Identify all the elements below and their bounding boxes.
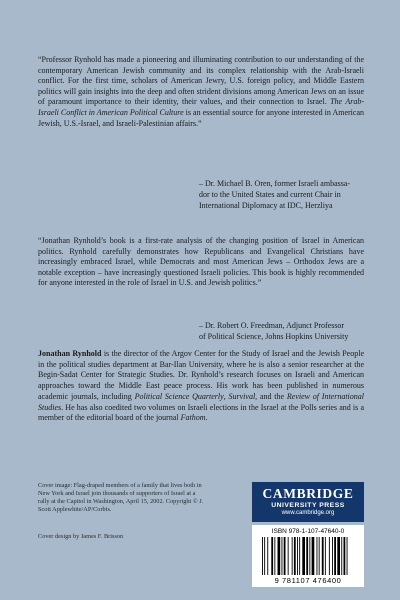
author-bio	[38, 349, 364, 424]
barcode-bar	[274, 537, 275, 575]
publisher-name: CAMBRIDGE	[262, 486, 354, 501]
isbn-label: ISBN 978-1-107-47640-0	[271, 528, 345, 535]
barcode-bar	[312, 537, 315, 575]
cover-image-credit: Cover image: Flag-draped members of a family that lives both in New York and Israel join thousands of supporters of Israel at a rally at the Capitol in Washington, April 15, 2002. Copyright © J. Scott Applewhite/AP/Corbis.	[38, 482, 204, 514]
book-title-italic: The Arab-Israeli Conflict in American Political Culture	[38, 97, 364, 117]
barcode-bar	[262, 537, 263, 575]
attribution-line: dor to the United States and current Chair in	[199, 190, 341, 199]
bio-separator: , and the	[255, 391, 287, 401]
journal-name: Fathom	[180, 413, 206, 423]
cover-design-credit: Cover design by James F. Brisson	[38, 533, 124, 540]
barcode-bar	[271, 537, 273, 575]
barcode-bar	[284, 537, 286, 575]
barcode-icon	[262, 537, 354, 575]
barcode-bar	[329, 537, 330, 575]
barcode-bar	[267, 537, 268, 575]
barcode-bar	[299, 537, 300, 575]
barcode-bar	[278, 537, 281, 575]
publisher-url: www.cambridge.org	[281, 510, 335, 516]
attribution-line: – Dr. Robert O. Freedman, Adjunct Professor	[199, 321, 345, 330]
bio-text: is the director of the Argov Center for the Study of Israel and the Jewish People in the political studies department at Bar-Ilan University, where he is also a senior researcher at the Begin-Sadat Center for Strategic Studies. Dr. Rynhold’s research focuses on Israeli and American approaches toward the Middle East peace process. His work has been published in numerous academic journals, including	[38, 349, 365, 401]
barcode-bar	[319, 537, 320, 575]
barcode-bar	[297, 537, 298, 575]
barcode-bar	[282, 537, 283, 575]
bio-text: . He has also coedited two volumes on Israeli elections in the Israel at the Polls series and is a member of the editorial board of the journal	[38, 402, 364, 423]
quote-text: “Jonathan Rynhold’s book is a first-rate analysis of the changing position of Israel in American politics. Rynhold carefully demonstrates how Republicans and Evangelical Christians have increasingly embraced Israel, while Democrats and most American Jews – Orthodox Jews are a notable exception – have increasingly questioned Israeli policies. This book is highly recommended for anyone interested in the role of Israel in U.S. and Jewish politics.”	[38, 236, 364, 288]
author-name: Jonathan Rynhold	[38, 349, 102, 358]
barcode-bar	[309, 537, 310, 575]
journal-name: Review of International Studies	[38, 391, 364, 412]
attribution-line: International Diplomacy at IDC, Herzliya	[199, 201, 333, 210]
quote-text: “Professor Rynhold has made a pioneering and illuminating contribution to our understanding of the contemporary American Jewish community and its complex relationship with the Arab-Israeli conflict. For the first time, scholars of American Jewry, U.S. foreign policy, and Middle Eastern politics will gain insights into the deep and often strident divisions among American Jews on an issue of paramount importance to their identity, their values, and their connection to Israel.	[38, 55, 364, 107]
barcode-bar	[347, 537, 348, 575]
attribution-line: – Dr. Michael B. Oren, former Israeli ambassa-	[199, 179, 351, 188]
journal-name: Survival	[228, 391, 256, 401]
barcode-bar	[294, 537, 296, 575]
bio-separator: ,	[223, 391, 229, 401]
barcode-bar	[317, 537, 318, 575]
barcode-panel	[252, 525, 364, 587]
attribution-freedman	[199, 320, 369, 342]
barcode-bar	[288, 537, 289, 575]
attribution-oren	[199, 178, 369, 211]
journal-name: Political Science Quarterly	[134, 391, 224, 401]
barcode-bar	[302, 537, 305, 575]
barcode-bar	[292, 537, 293, 575]
barcode-bar	[344, 537, 346, 575]
quote-text-end: is an essential source for anyone interested in American Jewish, U.S.-Israel, and Israeli-Palestinian affairs.”	[38, 107, 364, 128]
barcode-bar	[322, 537, 324, 575]
barcode-bar	[264, 537, 265, 575]
publisher-subtitle: UNIVERSITY PRESS	[271, 502, 345, 509]
barcode-bar	[341, 537, 342, 575]
barcode-bar	[332, 537, 333, 575]
barcode-bar	[334, 537, 336, 575]
barcode-bar	[306, 537, 308, 575]
publisher-logo	[252, 482, 364, 522]
attribution-line: of Political Science, Johns Hopkins University	[199, 332, 349, 341]
endorsement-quote-oren	[38, 55, 364, 129]
barcode-bar	[337, 537, 340, 575]
barcode-bar	[325, 537, 326, 575]
endorsement-quote-freedman	[38, 236, 364, 289]
bio-end: .	[205, 413, 208, 423]
barcode-digits: 9 781107 476400	[274, 576, 342, 585]
